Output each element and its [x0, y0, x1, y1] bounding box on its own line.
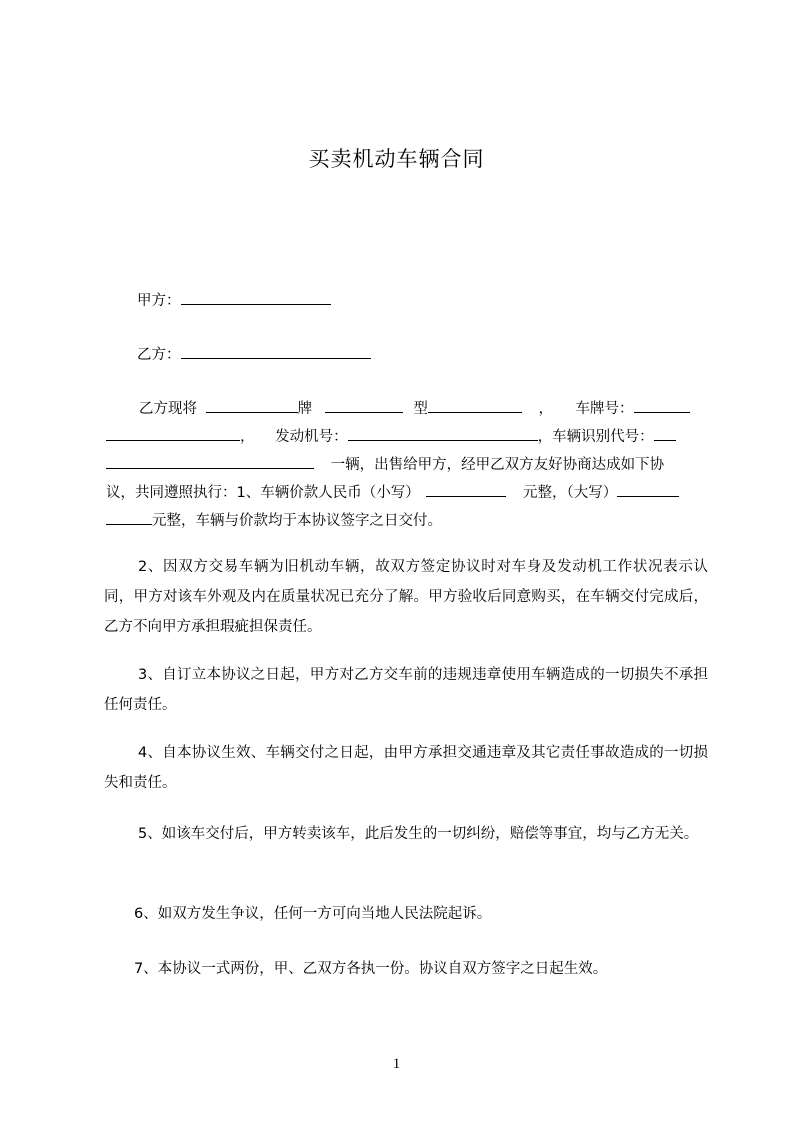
clause-2: 2、因双方交易车辆为旧机动车辆，故双方签定协议时对车身及发动机工作状况表示认同，甲方对该车外观及内在质量状况已充分了解。甲方验收后同意购买，在车辆交付完成后，乙方不向甲方承担瑕疵担保责任。 — [104, 559, 708, 635]
plate-blank[interactable] — [634, 398, 690, 413]
clause-4: 4、自本协议生效、车辆交付之日起，由甲方承担交通违章及其它责任事故造成的一切损失和责任。 — [104, 745, 708, 791]
plate-blank-continued[interactable] — [106, 426, 240, 441]
yuan-label: 元整，（大写） — [522, 485, 618, 501]
clause1-comma1: ， — [538, 401, 553, 417]
party-a-name-blank[interactable] — [181, 290, 331, 305]
model-blank[interactable] — [428, 398, 522, 413]
party-a-label: 甲方： — [137, 293, 181, 309]
clause1-intro: 乙方现将 — [139, 401, 197, 417]
price-capital-blank-continued[interactable] — [106, 510, 152, 525]
clause-5: 5、如该车交付后，甲方转卖该车，此后发生的一切纠纷，赔偿等事宜，均与乙方无关。 — [138, 826, 699, 842]
party-b-label: 乙方： — [137, 347, 181, 363]
document-title: 买卖机动车辆合同 — [308, 147, 485, 171]
clause1-line4 — [106, 482, 679, 503]
clause1-line2 — [106, 426, 676, 447]
clause1-comma2: ， — [240, 429, 255, 445]
party-a-line — [137, 290, 331, 311]
price-small-blank[interactable] — [426, 482, 506, 497]
engine-number-blank[interactable] — [348, 426, 538, 441]
clause-3: 3、自订立本协议之日起，甲方对乙方交车前的违规违章使用车辆造成的一切损失不承担任何责任。 — [104, 667, 708, 713]
clause1-sale-text: 一辆，出售给甲方，经甲乙双方友好协商达成如下协 — [330, 457, 665, 473]
clause-7: 7、本协议一式两份，甲、乙双方各执一份。协议自双方签字之日起生效。 — [134, 961, 608, 977]
price-capital-blank[interactable] — [617, 482, 679, 497]
plate-label: 车牌号： — [575, 401, 634, 417]
clause1-line1 — [139, 398, 690, 419]
clause-6: 6、如双方发生争议，任何一方可向当地人民法院起诉。 — [134, 906, 492, 922]
engine-label: 发动机号： — [275, 429, 348, 445]
model-suffix: 型 — [413, 401, 428, 417]
model-name-blank[interactable] — [325, 398, 403, 413]
vin-blank[interactable] — [654, 426, 676, 441]
vin-blank-continued[interactable] — [106, 454, 314, 469]
page-number: 1 — [392, 1056, 401, 1072]
vin-label: ，车辆识别代号： — [537, 429, 654, 445]
party-b-name-blank[interactable] — [181, 344, 371, 359]
clause1-line3 — [106, 454, 664, 475]
clause1-price-text: 议，共同遵照执行：1、车辆价款人民币（小写） — [106, 485, 420, 501]
party-b-line — [137, 344, 371, 365]
clause1-line5 — [106, 510, 442, 531]
brand-suffix: 牌 — [297, 401, 313, 417]
brand-blank[interactable] — [206, 398, 298, 413]
clause1-delivery-text: 元整，车辆与价款均于本协议签字之日交付。 — [152, 513, 442, 529]
